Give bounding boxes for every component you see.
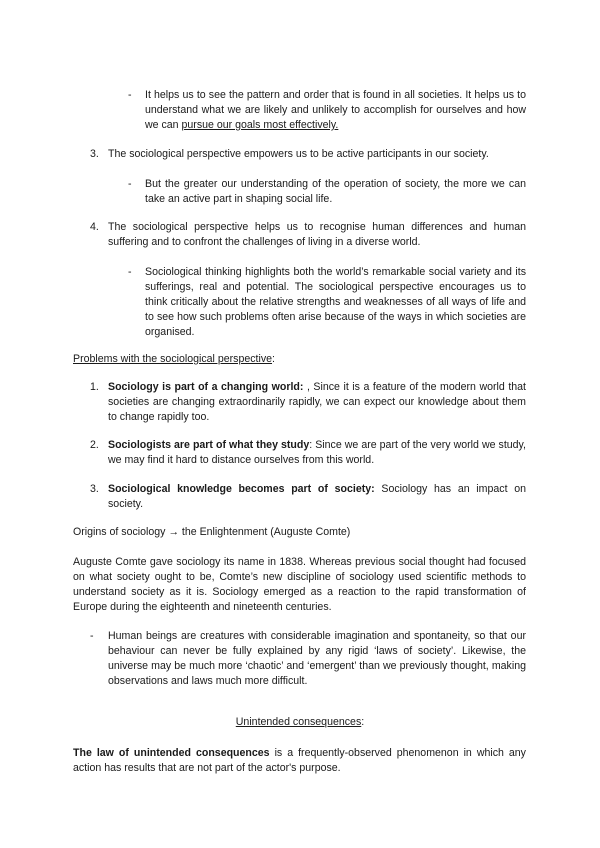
bullet-dash: -: [128, 266, 132, 278]
intro-bullet-text: [145, 88, 526, 133]
problem-item-2-text: : Since we are part of the very world we study, we may find it hard to distance ourselves from this world.: [108, 439, 526, 466]
problem-item-1-text: , Since it is a feature of the modern world that societies are changing extraordinarily rapidly, we can expect our knowledge about them to change rapidly too.: [108, 381, 526, 423]
problem-item-1-bold: Sociology is part of a changing world:: [108, 381, 304, 393]
problem-item-3-bold: Sociological knowledge becomes part of society:: [108, 483, 375, 495]
list-number: 3.: [90, 483, 99, 495]
bullet-dash: -: [90, 630, 94, 642]
list-number: 3.: [90, 148, 99, 160]
intro-bullet-body: It helps us to see the pattern and order that is found in all societies. It helps us to understand what we are likely and unlikely to accomplish for ourselves and how we can: [145, 89, 526, 131]
origins-heading: Origins of sociology → the Enlightenment (Auguste Comte): [73, 526, 351, 538]
problem-item-3-text: Sociology has an impact on society.: [108, 483, 526, 510]
problems-heading-colon: :: [272, 353, 275, 365]
bullet-dash: -: [128, 178, 132, 190]
item3-text: The sociological perspective empowers us to be active participants in our society.: [108, 148, 489, 160]
item3-bullet: But the greater our understanding of the operation of society, the more we can take an active part in shaping social life.: [145, 178, 526, 205]
intro-bullet-underlined: pursue our goals most effectively.: [181, 119, 339, 131]
item4-bullet: Sociological thinking highlights both the world’s remarkable social variety and its sufferings, real and potential. The sociological perspective encourages us to think critically about the relative strengths and weaknesses of all ways of life and to see how such problems often arise because of the ways in which societies are organised.: [145, 266, 526, 338]
problems-heading: [73, 352, 275, 367]
unintended-heading: [0, 715, 600, 730]
unintended-bold: The law of unintended consequences: [73, 747, 270, 759]
origins-bullet: Human beings are creatures with considerable imagination and spontaneity, so that our behaviour can never be fully explained by any rigid ‘laws of society’. Likewise, the universe may be much more ‘chaotic’ and ‘emergent’ than we previously thought, making observations and laws much more difficult.: [108, 630, 526, 687]
unintended-text: is a frequently-observed phenomenon in which any action has results that are not part of the actor's purpose.: [73, 747, 526, 774]
problem-item-2-bold: Sociologists are part of what they study: [108, 439, 310, 451]
list-number: 1.: [90, 381, 99, 393]
bullet-dash: -: [128, 89, 132, 101]
problem-item-1: [108, 380, 526, 425]
problem-item-2: [108, 438, 526, 468]
unintended-heading-text: Unintended consequences: [235, 716, 362, 728]
item4-text: The sociological perspective helps us to recognise human differences and human suffering and to confront the challenges of living in a diverse world.: [108, 221, 526, 248]
unintended-heading-colon: :: [361, 716, 365, 728]
problems-heading-text: Problems with the sociological perspective: [73, 353, 273, 365]
list-number: 4.: [90, 221, 99, 233]
list-number: 2.: [90, 439, 99, 451]
origins-paragraph: Auguste Comte gave sociology its name in 1838. Whereas previous social thought had focused on what society ought to be, Comte’s new discipline of sociology used scientific methods to understand society as it is. Sociology emerged as a reaction to the rapid transformation of Europe during the eighteenth and nineteenth centuries.: [73, 556, 526, 613]
unintended-paragraph: [73, 746, 526, 776]
problem-item-3: [108, 482, 526, 512]
